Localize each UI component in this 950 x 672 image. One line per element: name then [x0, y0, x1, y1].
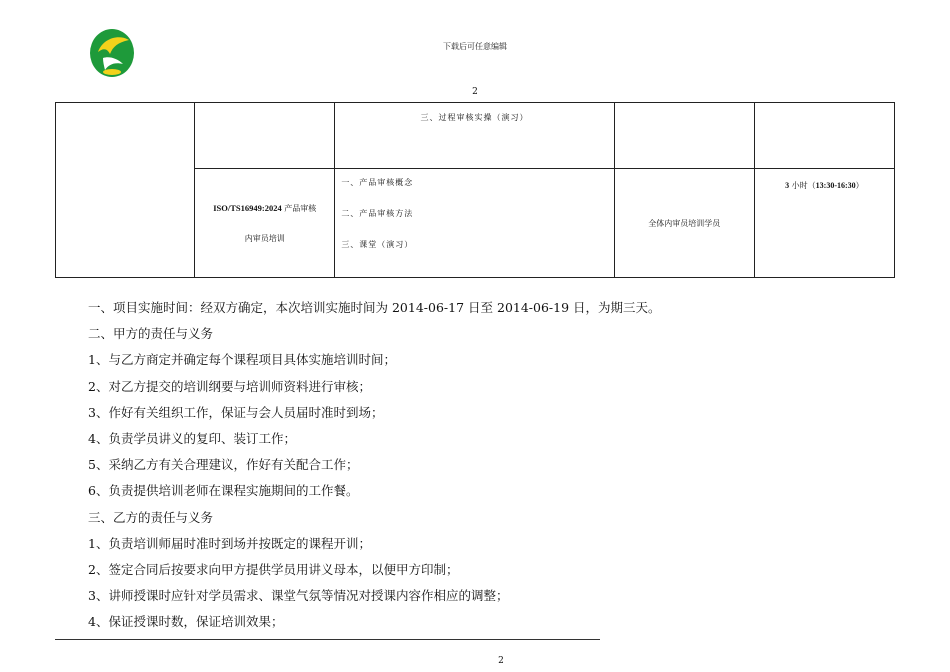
- course-name-suffix: 产品审核: [284, 203, 317, 213]
- course-topics-cell: [335, 169, 614, 278]
- table-cell-empty: [195, 103, 335, 169]
- footer-divider: [55, 639, 600, 640]
- duration-unit: 小时（: [791, 181, 816, 190]
- body-line: 二、甲方的责任与义务: [88, 326, 214, 342]
- body-line: 3、讲师授课时应针对学员需求、课堂气氛等情况对授课内容作相应的调整；: [88, 588, 509, 604]
- page-number-top: 2: [472, 87, 478, 97]
- training-schedule-table: [55, 102, 895, 278]
- page-number-bottom: 2: [498, 656, 504, 666]
- duration-close: ）: [855, 181, 864, 190]
- topic-item: 一、产品审核概念: [341, 178, 414, 187]
- body-line: 4、保证授课时数，保证培训效果；: [88, 614, 284, 630]
- course-name-cell: [195, 169, 335, 278]
- body-line: 2、对乙方提交的培训纲要与培训师资料进行审核；: [88, 378, 371, 394]
- contract-body: [88, 295, 908, 635]
- topic-item: 二、产品审核方法: [341, 209, 414, 218]
- body-line: 一、项目实施时间：经双方确定，本次培训实施时间为 2014-06-17 日至 2014-06-19 日，为期三天。: [88, 300, 661, 315]
- process-audit-practice: 三、过程审核实操（演习）: [335, 103, 614, 169]
- body-line: 6、负责提供培训老师在课程实施期间的工作餐。: [88, 483, 359, 499]
- body-line: 三、乙方的责任与义务: [88, 509, 214, 525]
- course-name-line2: 内审员培训: [244, 233, 285, 243]
- duration-time: 13:30-16:30: [815, 181, 856, 190]
- table-cell-empty: [614, 103, 754, 169]
- header-note: 下载后可任意编辑: [443, 42, 507, 51]
- body-line: 3、作好有关组织工作，保证与会人员届时准时到场；: [88, 404, 384, 420]
- target-audience: 全体内审员培训学员: [614, 169, 754, 278]
- table-cell-empty: [56, 103, 195, 278]
- duration-number: 3: [785, 181, 790, 190]
- table-row: [56, 103, 895, 169]
- body-line: 5、采纳乙方有关合理建议，作好有关配合工作；: [88, 457, 359, 473]
- company-logo-icon: [89, 28, 135, 78]
- body-line: 1、与乙方商定并确定每个课程项目具体实施培训时间；: [88, 352, 396, 368]
- body-line: 2、签定合同后按要求向甲方提供学员用讲义母本，以便甲方印制；: [88, 561, 459, 577]
- table-cell-empty: [754, 103, 894, 169]
- body-line: 4、负责学员讲义的复印、装订工作；: [88, 430, 296, 446]
- body-line: 1、负责培训师届时准时到场并按既定的课程开训；: [88, 535, 371, 551]
- duration-cell: [754, 169, 894, 278]
- topic-item: 三、课堂（演习）: [341, 240, 414, 249]
- course-code: ISO/TS16949:2024: [213, 202, 282, 213]
